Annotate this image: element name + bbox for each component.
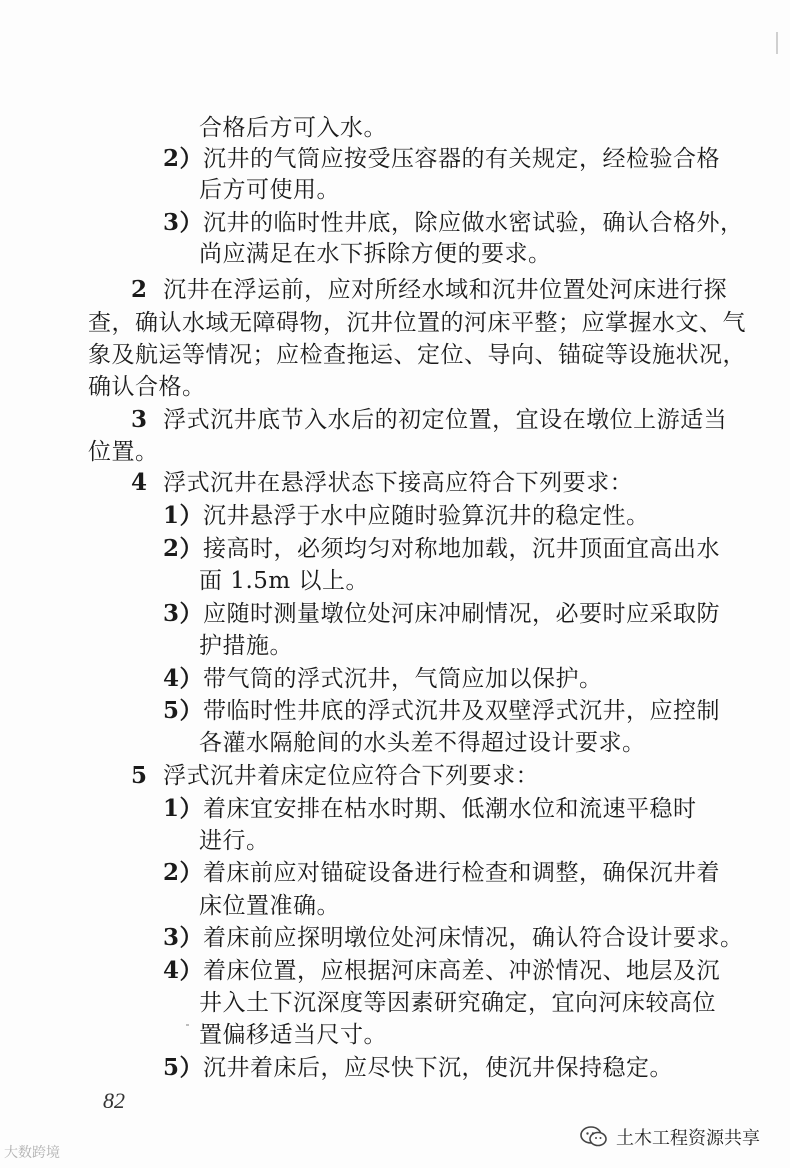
text-line: 1）沉井悬浮于水中应随时验算沉井的稳定性。: [163, 502, 650, 529]
wechat-icon: [580, 1125, 608, 1149]
text-line: 2）接高时，必须均匀对称地加载，沉井顶面宜高出水: [163, 535, 721, 562]
text-line: 象及航运等情况；应检查拖运、定位、导向、锚碇等设施状况，: [88, 342, 746, 368]
watermark-left-label: 大数跨境: [4, 1145, 60, 1161]
item-number: 1）: [163, 502, 204, 529]
clause-number: 3: [131, 406, 148, 433]
text-line: 3）应随时测量墩位处河床冲刷情况，必要时应采取防: [163, 600, 721, 627]
clause-number: 4: [131, 469, 148, 496]
item-number: 5）: [163, 697, 204, 724]
item-number: 2）: [163, 145, 204, 172]
text-line: 后方可使用。: [199, 177, 340, 203]
text-line: 确认合格。: [88, 374, 206, 400]
item-number: 3）: [163, 600, 204, 627]
item-number: 2）: [163, 535, 204, 562]
text-line: 合格后方可入水。: [199, 115, 387, 141]
watermark-right: [580, 1120, 785, 1154]
item-number: 4）: [163, 665, 204, 692]
watermark-left: [4, 1142, 60, 1162]
text-line: 2）沉井的气筒应按受压容器的有关规定，经检验合格: [163, 145, 721, 172]
scan-edge-mark: [776, 32, 778, 54]
text-line: 3）沉井的临时性井底，除应做水密试验，确认合格外，: [163, 209, 744, 236]
text-line: 2）着床前应对锚碇设备进行检查和调整，确保沉井着: [163, 859, 721, 886]
text-line: 2 沉井在浮运前，应对所经水域和沉井位置处河床进行探: [131, 276, 728, 303]
item-number: 1）: [163, 795, 204, 822]
item-number: 5）: [163, 1054, 204, 1081]
clause-number: 5: [131, 762, 148, 789]
text-line: 3 浮式沉井底节入水后的初定位置，宜设在墩位上游适当: [131, 406, 728, 433]
text-line: 5 浮式沉井着床定位应符合下列要求：: [131, 762, 540, 789]
text-line: 各灌水隔舱间的水头差不得超过设计要求。: [199, 730, 646, 756]
watermark-right-label: 土木工程资源共享: [616, 1128, 760, 1149]
text-line: 5）带临时性井底的浮式沉井及双壁浮式沉井，应控制: [163, 697, 721, 724]
item-number: 4）: [163, 957, 204, 984]
text-line: 查，确认水域无障碍物，沉井位置的河床平整；应掌握水文、气: [88, 310, 746, 336]
scan-speck: [186, 1024, 189, 1026]
item-number: 3）: [163, 924, 204, 951]
text-line: 护措施。: [199, 633, 293, 659]
text-line: 3）着床前应探明墩位处河床情况，确认符合设计要求。: [163, 924, 744, 951]
item-number: 3）: [163, 209, 204, 236]
text-line: 位置。: [88, 439, 159, 465]
text-line: 井入土下沉深度等因素研究确定，宜向河床较高位: [199, 990, 716, 1016]
text-line: 1）着床宜安排在枯水时期、低潮水位和流速平稳时: [163, 795, 697, 822]
text-line: 4）带气筒的浮式沉井，气筒应加以保护。: [163, 665, 603, 692]
text-line: 5）沉井着床后，应尽快下沉，使沉井保持稳定。: [163, 1054, 674, 1081]
text-line: 尚应满足在水下拆除方便的要求。: [199, 241, 552, 267]
clause-number: 2: [131, 276, 148, 303]
text-line: 置偏移适当尺寸。: [199, 1022, 387, 1048]
text-line: 床位置准确。: [199, 893, 340, 919]
item-number: 2）: [163, 859, 204, 886]
text-line: 进行。: [199, 828, 270, 854]
text-line: 4）着床位置，应根据河床高差、冲淤情况、地层及沉: [163, 957, 721, 984]
text-line: 4 浮式沉井在悬浮状态下接高应符合下列要求：: [131, 469, 634, 496]
page-number: 82: [103, 1088, 125, 1113]
text-line: 面 1.5m 以上。: [199, 568, 370, 594]
